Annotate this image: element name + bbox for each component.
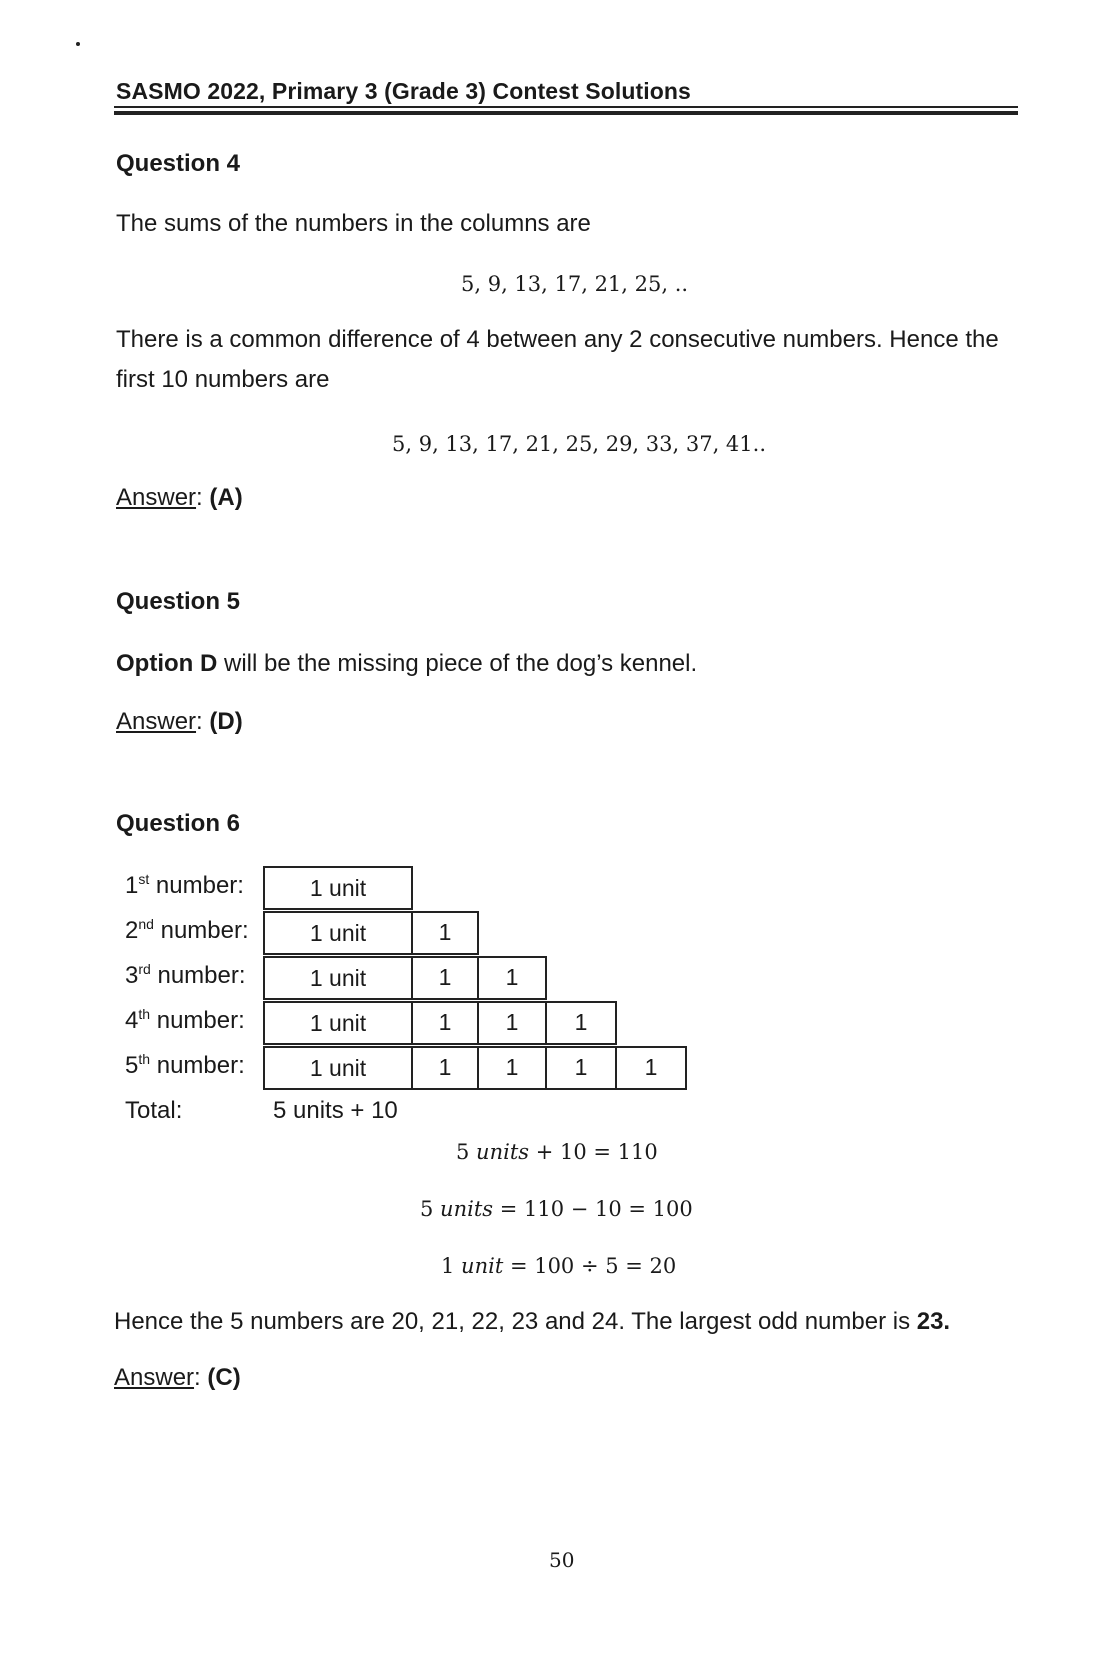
row-label-3: 3rd number: (125, 961, 246, 989)
q4-explanation (116, 320, 1020, 400)
one-cell: 1 (411, 1001, 479, 1045)
equation-3: 1 unit = 100 ÷ 5 = 20 (441, 1254, 677, 1278)
equation-1: 5 units + 10 = 110 (456, 1140, 658, 1164)
q4-sequence-1: 5, 9, 13, 17, 21, 25, .. (461, 272, 689, 296)
q6-conclusion: Hence the 5 numbers are 20, 21, 22, 23 and 24. The largest odd number is 23. (114, 1308, 951, 1335)
one-cell: 1 (477, 1046, 547, 1090)
unit-cell: 1 unit (263, 911, 413, 955)
one-cell: 1 (477, 956, 547, 1000)
row-label-4: 4th number: (125, 1006, 245, 1034)
answer-value: (D) (209, 708, 243, 735)
answer-value: (A) (209, 484, 243, 511)
row-label-5: 5th number: (125, 1051, 245, 1079)
q4-explain-line-2: first 10 numbers are (116, 366, 330, 393)
row-label-1: 1st number: (125, 871, 244, 899)
q5-option-bold: Option D (116, 650, 218, 677)
total-value: 5 units + 10 (273, 1097, 398, 1124)
q5-text-rest: will be the missing piece of the dog’s kennel. (217, 650, 698, 677)
equation-2: 5 units = 110 − 10 = 100 (420, 1197, 693, 1221)
one-cell: 1 (545, 1046, 617, 1090)
q4-intro: The sums of the numbers in the columns are (116, 210, 591, 237)
question-5-heading: Question 5 (116, 588, 241, 615)
question-6-heading: Question 6 (116, 810, 241, 837)
answer-label: Answer (116, 708, 197, 735)
header-rule-thin (114, 106, 1018, 108)
answer-value: (C) (207, 1364, 241, 1391)
q4-answer: Answer: (A) (116, 484, 243, 511)
page-header: SASMO 2022, Primary 3 (Grade 3) Contest Solutions (116, 78, 691, 104)
unit-cell: 1 unit (263, 866, 413, 910)
page-number: 50 (549, 1548, 575, 1572)
total-label: Total: (125, 1097, 183, 1124)
answer-label: Answer (114, 1364, 195, 1391)
unit-cell: 1 unit (263, 1046, 413, 1090)
q4-sequence-2: 5, 9, 13, 17, 21, 25, 29, 33, 37, 41.. (392, 432, 767, 456)
one-cell: 1 (411, 1046, 479, 1090)
unit-cell: 1 unit (263, 1001, 413, 1045)
unit-cell: 1 unit (263, 956, 413, 1000)
q4-explain-line-1: There is a common difference of 4 between any 2 consecutive numbers. Hence the (116, 326, 999, 353)
one-cell: 1 (615, 1046, 687, 1090)
q5-answer: Answer: (D) (116, 708, 243, 735)
one-cell: 1 (411, 956, 479, 1000)
stray-dot (76, 42, 80, 46)
one-cell: 1 (411, 911, 479, 955)
one-cell: 1 (545, 1001, 617, 1045)
answer-label: Answer (116, 484, 197, 511)
row-label-2: 2nd number: (125, 916, 249, 944)
q5-text (116, 644, 697, 684)
one-cell: 1 (477, 1001, 547, 1045)
question-4-heading: Question 4 (116, 150, 241, 177)
q6-answer: Answer: (C) (114, 1364, 241, 1391)
header-rule-thick (114, 111, 1018, 115)
